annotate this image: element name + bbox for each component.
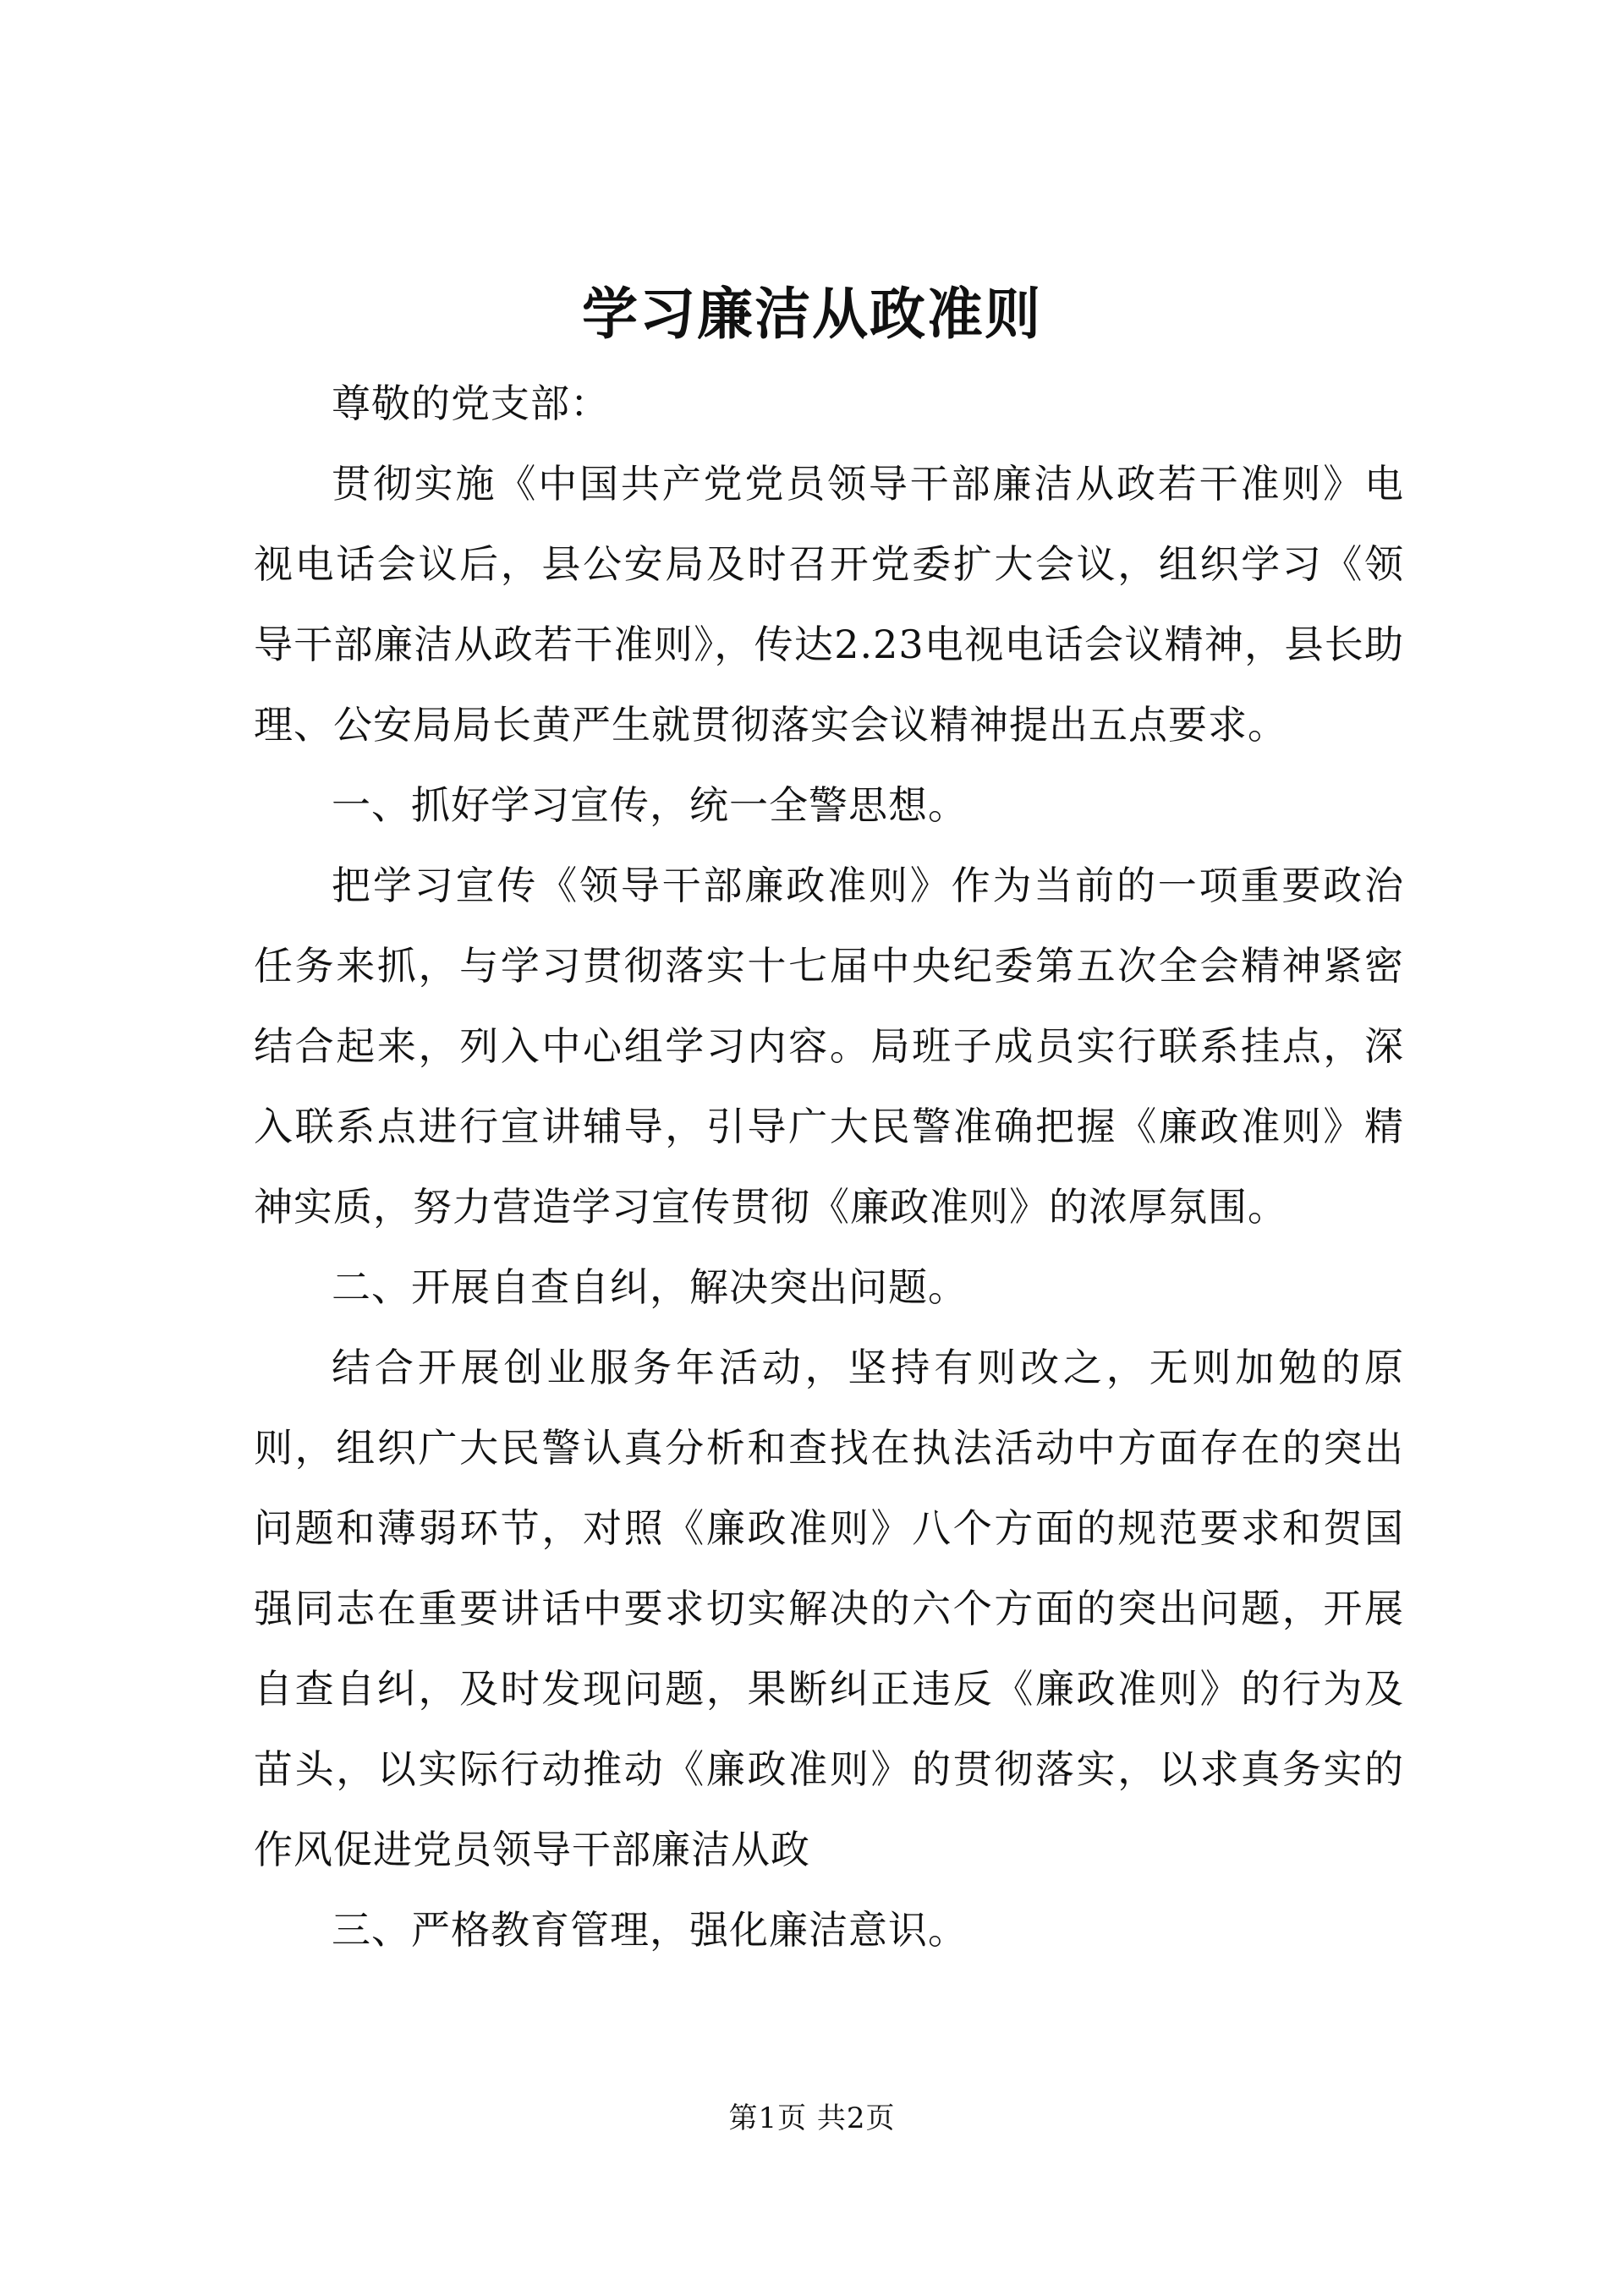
section-heading-3: 三、严格教育管理，强化廉洁意识。 (332, 1907, 968, 1953)
paragraph-section-1: 把学习宣传《领导干部廉政准则》作为当前的一项重要政治任务来抓，与学习贯彻落实十七届中央纪委第五次全会精神紧密结合起来，列入中心组学习内容。局班子成员实行联系挂点，深入联系点进行宣讲辅导，引导广大民警准确把握《廉政准则》精神实质，努力营造学习宣传贯彻《廉政准则》的浓厚氛围。 (254, 863, 1404, 1230)
paragraph-intro: 贯彻实施《中国共产党党员领导干部廉洁从政若干准则》电视电话会议后，县公安局及时召开党委扩大会议，组织学习《领导干部廉洁从政若干准则》，传达2.23电视电话会议精神，县长助理、公安局局长黄严生就贯彻落实会议精神提出五点要求。 (254, 461, 1404, 748)
paragraph-section-2: 结合开展创业服务年活动，坚持有则改之，无则加勉的原则，组织广大民警认真分析和查找在执法活动中方面存在的突出问题和薄弱环节，对照《廉政准则》八个方面的规范要求和贺国强同志在重要讲话中要求切实解决的六个方面的突出问题，开展自查自纠，及时发现问题，果断纠正违反《廉政准则》的行为及苗头，以实际行动推动《廉政准则》的贯彻落实，以求真务实的作风促进党员领导干部廉洁从政 (254, 1345, 1404, 1872)
section-heading-1: 一、抓好学习宣传，统一全警思想。 (332, 782, 968, 828)
section-heading-2: 二、开展自查自纠，解决突出问题。 (332, 1264, 968, 1310)
salutation: 尊敬的党支部： (332, 381, 610, 426)
page-number-footer: 第1页 共2页 (728, 2101, 896, 2135)
document-body (254, 364, 1404, 1970)
document-title: 学习廉洁从政准则 (582, 281, 1042, 347)
